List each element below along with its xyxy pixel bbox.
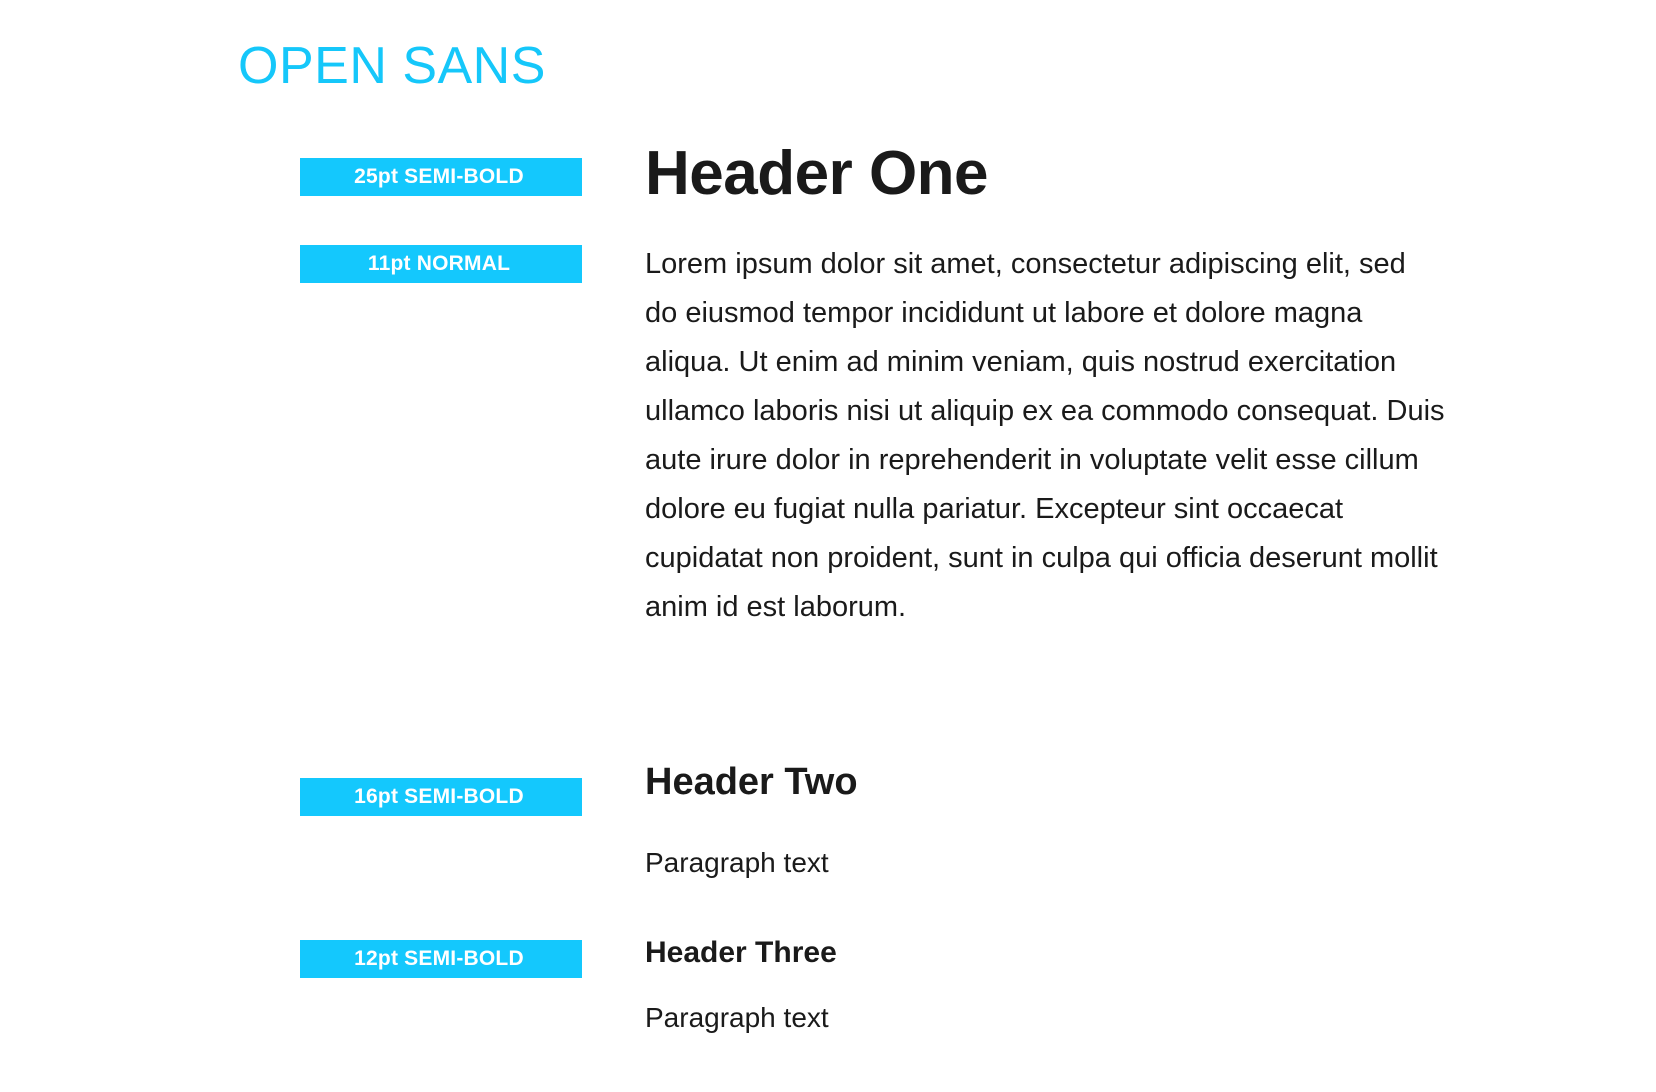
spec-label-header-one: 25pt SEMI-BOLD [300,158,582,196]
spec-label-header-three: 12pt SEMI-BOLD [300,940,582,978]
sample-paragraph-two: Paragraph text [645,847,829,878]
sample-header-one: Header One [645,139,989,208]
sample-body-paragraph: Lorem ipsum dolor sit amet, consectetur adipiscing elit, sed do eiusmod tempor incididunt ut labore et dolore magna aliqua. Ut enim ad minim veniam, quis nostrud exercitation ullamco laboris nisi ut aliquip ex ea commodo consequat. Duis aute irure dolor in reprehenderit in voluptate velit esse cillum dolore eu fugiat nulla pariatur. Excepteur sint occaecat cupidatat non proident, sunt in culpa qui officia deserunt mollit anim id est laborum. [645,248,1445,623]
spec-label-header-two: 16pt SEMI-BOLD [300,778,582,816]
sample-paragraph-three: Paragraph text [645,1002,829,1033]
sample-header-two: Header Two [645,761,858,803]
sample-header-three: Header Three [645,936,837,969]
page-title: OPEN SANS [238,37,546,95]
spec-label-body: 11pt NORMAL [300,245,582,283]
